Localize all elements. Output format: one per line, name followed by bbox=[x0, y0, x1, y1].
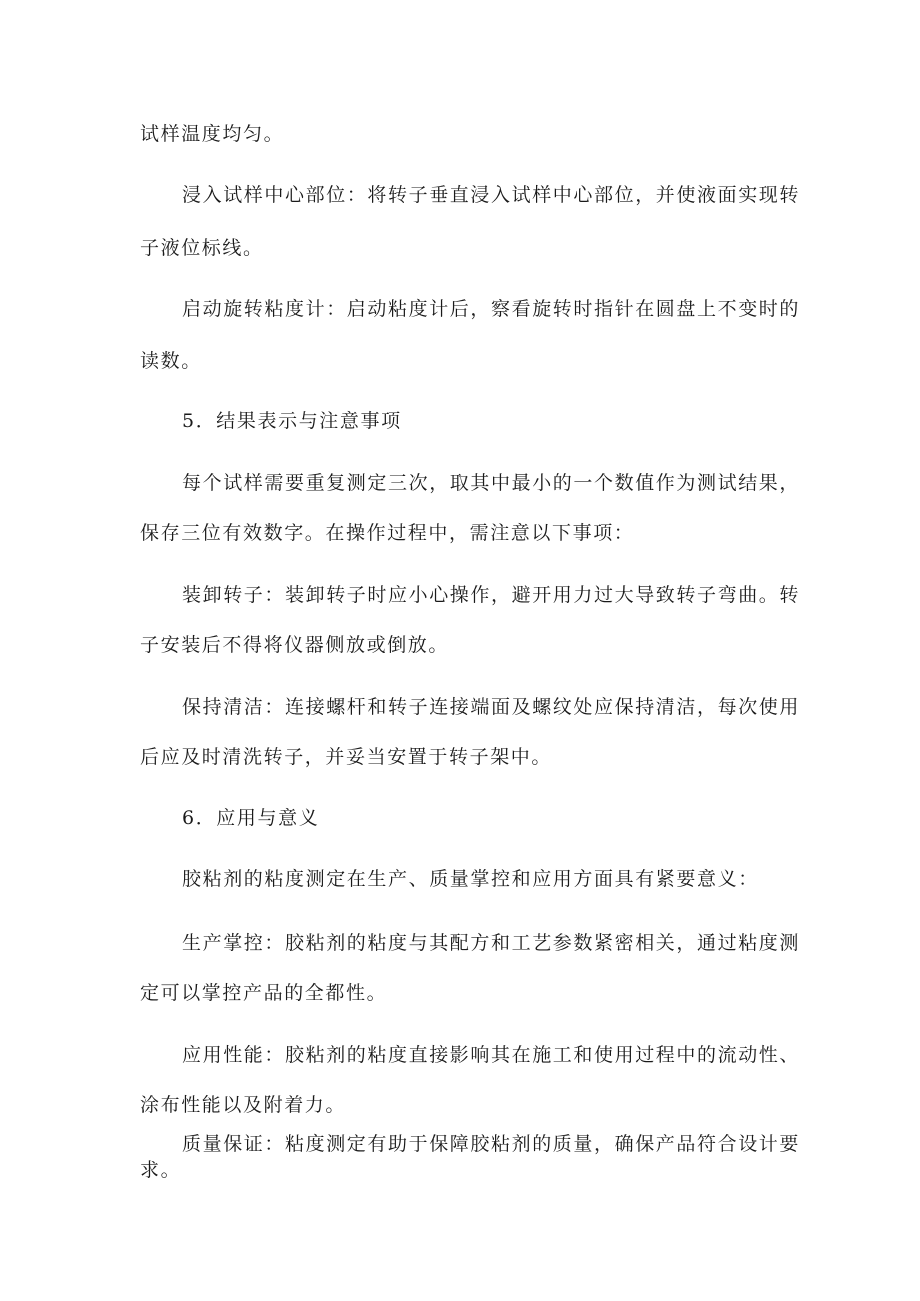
paragraph-keep-clean-line-2: 后应及时清洗转子，并妥当安置于转子架中。 bbox=[140, 746, 553, 768]
paragraph-production-control-line-2: 定可以掌控产品的全都性。 bbox=[140, 982, 388, 1004]
paragraph-repeat-test-line-1: 每个试样需要重复测定三次，取其中最小的一个数值作为测试结果， bbox=[182, 472, 801, 494]
paragraph-immerse-line-1: 浸入试样中心部位：将转子垂直浸入试样中心部位，并使液面实现转 bbox=[182, 184, 801, 206]
paragraph-continuation-line: 试样温度均匀。 bbox=[140, 123, 285, 145]
paragraph-immerse-line-2: 子液位标线。 bbox=[140, 237, 264, 259]
section-heading-application: 6．应用与意义 bbox=[182, 807, 320, 829]
paragraph-mount-rotor-line-2: 子安装后不得将仪器侧放或倒放。 bbox=[140, 634, 450, 656]
paragraph-significance-intro: 胶粘剂的粘度测定在生产、质量掌控和应用方面具有紧要意义： bbox=[182, 868, 759, 890]
paragraph-start-viscometer-line-1: 启动旋转粘度计：启动粘度计后，察看旋转时指针在圆盘上不变时的 bbox=[182, 298, 801, 320]
paragraph-quality-assurance-line-2: 求。 bbox=[140, 1159, 182, 1181]
paragraph-repeat-test-line-2: 保存三位有效数字。在操作过程中，需注意以下事项： bbox=[140, 522, 635, 544]
paragraph-application-performance-line-1: 应用性能：胶粘剂的粘度直接影响其在施工和使用过程中的流动性、 bbox=[182, 1044, 801, 1066]
paragraph-quality-assurance-line-1: 质量保证：粘度测定有助于保障胶粘剂的质量，确保产品符合设计要 bbox=[182, 1133, 801, 1155]
paragraph-application-performance-line-2: 涂布性能以及附着力。 bbox=[140, 1094, 347, 1116]
paragraph-production-control-line-1: 生产掌控：胶粘剂的粘度与其配方和工艺参数紧密相关，通过粘度测 bbox=[182, 932, 801, 954]
paragraph-start-viscometer-line-2: 读数。 bbox=[140, 350, 202, 372]
paragraph-keep-clean-line-1: 保持清洁：连接螺杆和转子连接端面及螺纹处应保持清洁，每次使用 bbox=[182, 696, 801, 718]
paragraph-mount-rotor-line-1: 装卸转子：装卸转子时应小心操作，避开用力过大导致转子弯曲。转 bbox=[182, 584, 801, 606]
section-heading-results: 5．结果表示与注意事项 bbox=[182, 410, 402, 432]
